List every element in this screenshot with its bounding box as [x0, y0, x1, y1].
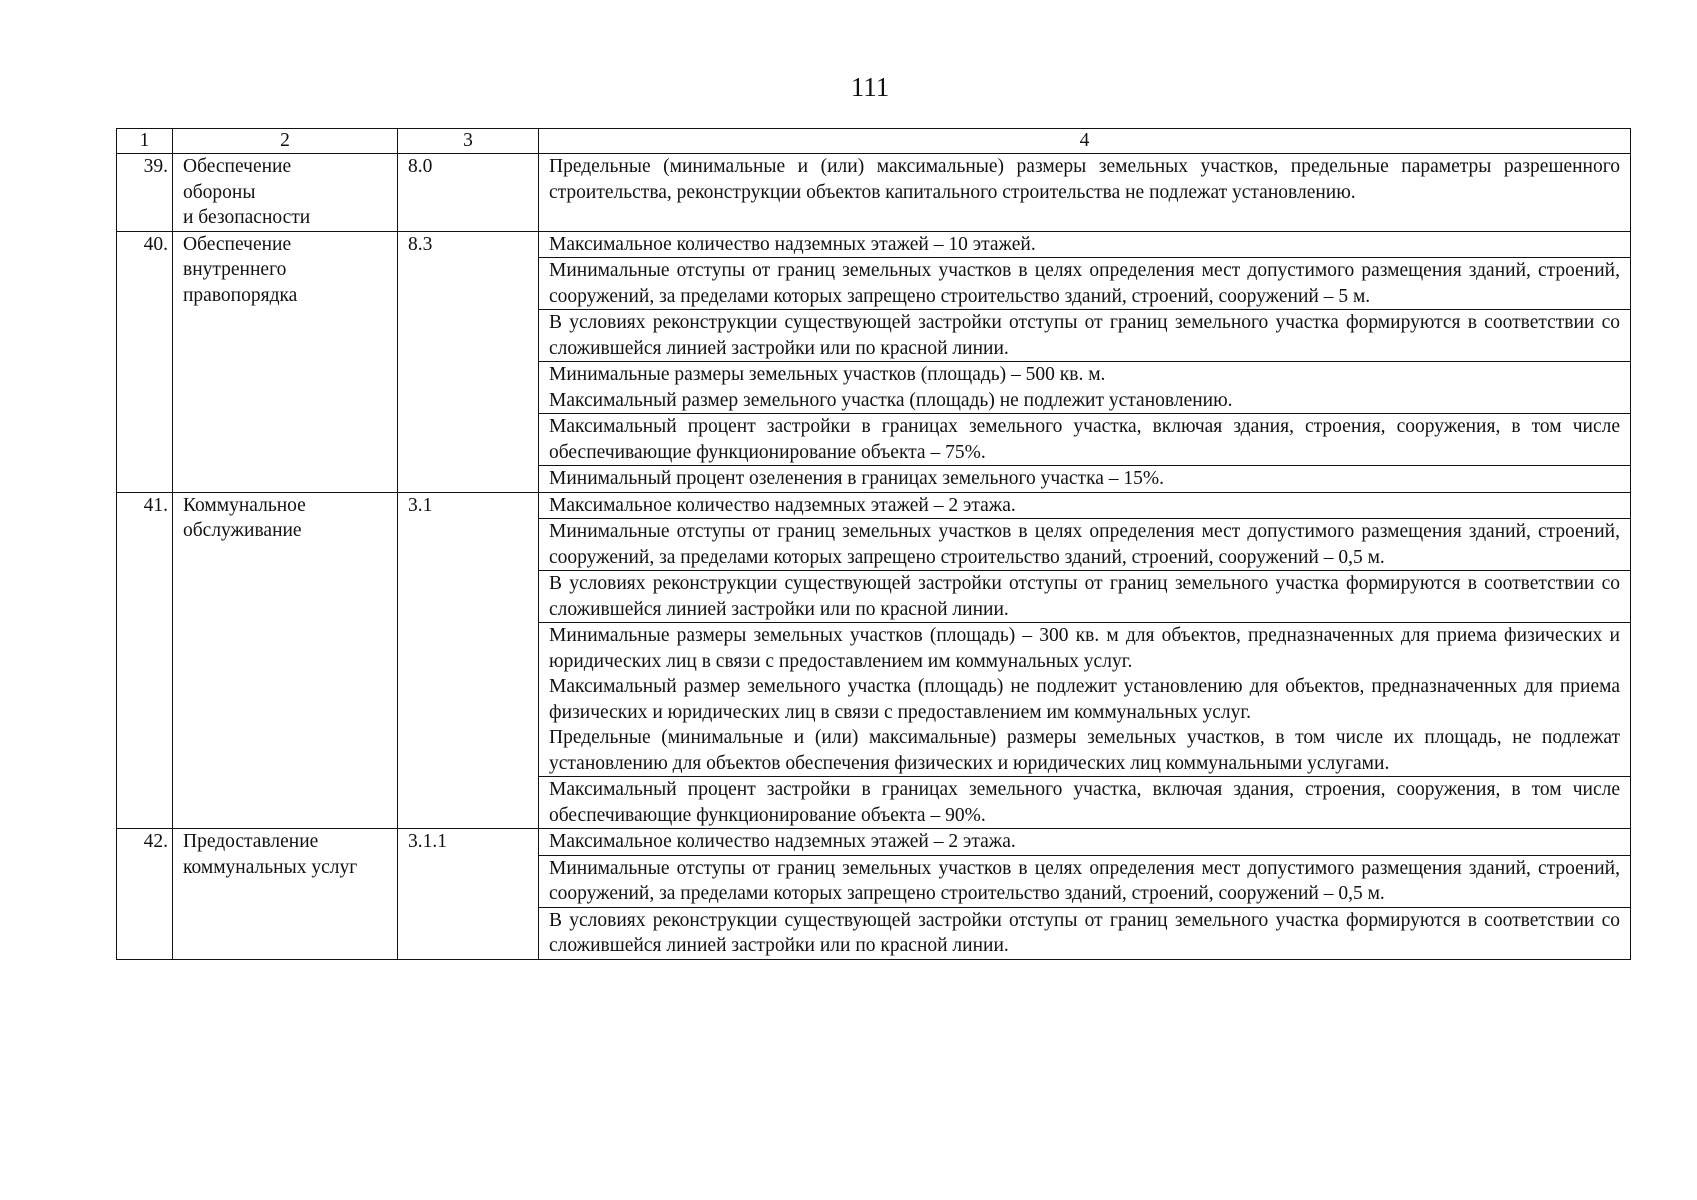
use-name-line: и безопасности: [183, 207, 311, 228]
parameter-cell: [539, 362, 1631, 414]
parameter-text: Минимальные отступы от границ земельных участков в целях определения мест допустимого размещения зданий, строений, сооружений, за пределами которых запрещено строительство зданий, строений, сооружений – 0,5 м.: [549, 521, 1620, 568]
row-number-cell: 42.: [117, 829, 173, 960]
use-name-line: внутреннего: [183, 259, 287, 280]
parameter-cell: [539, 258, 1631, 310]
page-number: 111: [850, 72, 890, 102]
parameter-cell: [539, 907, 1631, 959]
parameter-cell: [539, 492, 1631, 519]
use-code-cell: 3.1.1: [398, 829, 539, 960]
parameter-text: Максимальный размер земельного участка (площадь) не подлежит установлению для объектов, предназначенных для приема физических и юридических лиц в связи с предоставлением им коммунальных услуг.: [549, 676, 1620, 723]
table-row: [117, 231, 1631, 258]
parameter-cell: [539, 519, 1631, 571]
parameter-text: Максимальное количество надземных этажей – 2 этажа.: [549, 494, 1016, 516]
parameter-text: Максимальный размер земельного участка (площадь) не подлежит установлению.: [549, 389, 1233, 411]
row-number-cell: 39.: [117, 154, 173, 232]
use-name-line: обслуживание: [183, 520, 302, 541]
use-name-line: Обеспечение: [183, 233, 292, 255]
table-body: [117, 129, 1631, 960]
use-name-line: Коммунальное: [183, 494, 306, 516]
header-cell-4: 4: [539, 129, 1631, 154]
parameter-cell: [539, 571, 1631, 623]
parameter-cell: [539, 310, 1631, 362]
use-name-line: правопорядка: [183, 284, 298, 306]
parameter-text: В условиях реконструкции существующей застройки отступы от границ земельного участка формируются в соответствии со сложившейся линией застройки или по красной линии.: [549, 573, 1620, 620]
parameter-text: Минимальные размеры земельных участков (площадь) – 500 кв. м.: [549, 364, 1106, 385]
parameter-text: В условиях реконструкции существующей застройки отступы от границ земельного участка формируются в соответствии со сложившейся линией застройки или по красной линии.: [549, 909, 1620, 956]
use-code-cell: 8.3: [398, 231, 539, 492]
header-cell-3: 3: [398, 129, 539, 154]
use-code-cell: 8.0: [398, 154, 539, 232]
parameter-text: Минимальные отступы от границ земельных участков в целях определения мест допустимого размещения зданий, строений, сооружений, за пределами которых запрещено строительство зданий, строений, сооружений – 5 м.: [549, 260, 1620, 307]
use-name-cell: [173, 154, 398, 232]
table-row: [117, 154, 1631, 232]
parameter-text: Предельные (минимальные и (или) максимальные) размеры земельных участков, в том числе их площадь, не подлежат установлению для объектов обеспечения физических и юридических лиц коммунальными услугами.: [549, 727, 1620, 774]
row-number-cell: 40.: [117, 231, 173, 492]
parameter-cell: [539, 829, 1631, 856]
parameter-text: Максимальное количество надземных этажей – 2 этажа.: [549, 831, 1016, 852]
use-name-line: коммунальных услуг: [183, 856, 358, 878]
header-cell-2: 2: [173, 129, 398, 154]
use-code-cell: 3.1: [398, 492, 539, 829]
parameter-cell: [539, 231, 1631, 258]
parameter-text: Максимальный процент застройки в границах земельного участка, включая здания, строения, сооружения, в том числе обеспечивающие функционирование объекта – 75%.: [549, 416, 1620, 463]
table-row: [117, 492, 1631, 519]
parameter-text: Предельные (минимальные и (или) максимальные) размеры земельных участков, предельные параметры разрешенного строительства, реконструкции объектов капитального строительства не подлежат установлению.: [549, 156, 1620, 203]
parameter-cell: [539, 466, 1631, 493]
parameter-cell: [539, 777, 1631, 829]
parameter-text: Минимальные размеры земельных участков (площадь) – 300 кв. м для объектов, предназначенных для приема физических и юридических лиц в связи с предоставлением им коммунальных услуг.: [549, 625, 1620, 672]
use-name-cell: [173, 231, 398, 492]
parameter-cell: [539, 154, 1631, 232]
parameter-text: Минимальные отступы от границ земельных участков в целях определения мест допустимого размещения зданий, строений, сооружений, за пределами которых запрещено строительство зданий, строений, сооружений – 0,5 м.: [549, 857, 1620, 904]
use-name-line: Обеспечение: [183, 156, 292, 177]
row-number-cell: 41.: [117, 492, 173, 829]
table-row: [117, 829, 1631, 856]
use-name-line: Предоставление: [183, 831, 319, 852]
parameter-cell: [539, 414, 1631, 466]
parameter-text: Минимальный процент озеленения в границах земельного участка – 15%.: [549, 468, 1165, 489]
parameter-cell: [539, 623, 1631, 777]
parameter-text: Максимальное количество надземных этажей – 10 этажей.: [549, 233, 1036, 255]
use-name-line: обороны: [183, 181, 256, 203]
header-row: [117, 129, 1631, 154]
parameter-cell: [539, 855, 1631, 907]
parameter-text: В условиях реконструкции существующей застройки отступы от границ земельного участка формируются в соответствии со сложившейся линией застройки или по красной линии.: [549, 312, 1620, 359]
use-name-cell: [173, 829, 398, 960]
use-name-cell: [173, 492, 398, 829]
header-cell-1: 1: [117, 129, 173, 154]
parameter-text: Максимальный процент застройки в границах земельного участка, включая здания, строения, сооружения, в том числе обеспечивающие функционирование объекта – 90%.: [549, 779, 1620, 826]
regulations-table: [116, 128, 1631, 960]
